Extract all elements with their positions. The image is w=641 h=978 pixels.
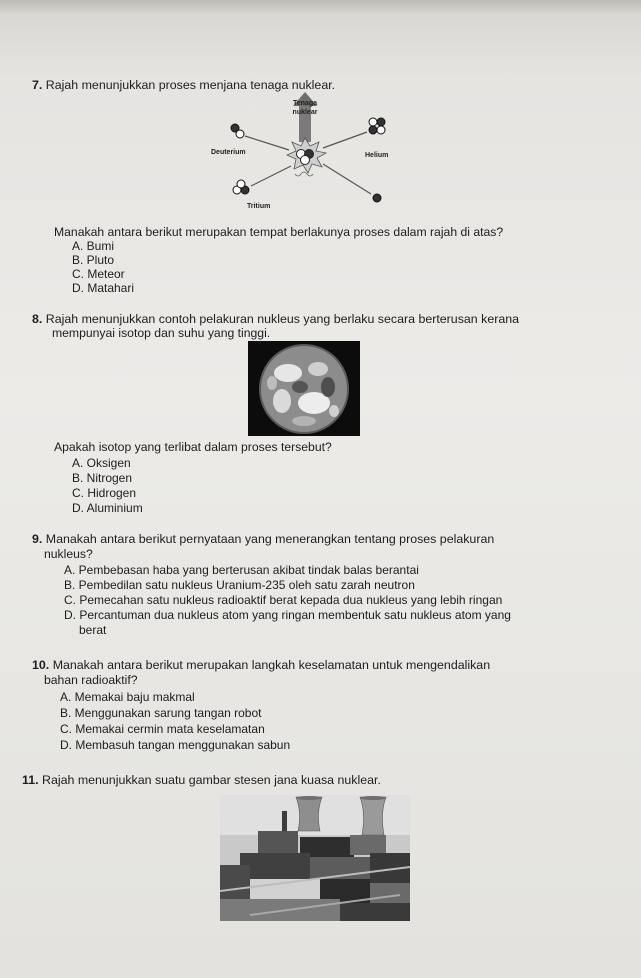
q10-stem-line2: bahan radioaktif? (44, 673, 138, 687)
q8-stem-line1: Rajah menunjukkan contoh pelakuran nukleus yang berlaku secara berterusan kerana (45, 312, 520, 326)
deuterium-nucleus (231, 124, 244, 138)
q9-number: 9. (32, 532, 43, 546)
q7-option-b[interactable]: B. Pluto (72, 253, 115, 267)
q7-number: 7. (32, 78, 43, 92)
tritium-nucleus (233, 180, 249, 194)
q10-number: 10. (32, 658, 50, 672)
q9-option-b[interactable]: B. Pembedilan satu nukleus Uranium-235 oleh satu zarah neutron (64, 578, 415, 592)
q8-number: 8. (32, 312, 43, 326)
energy-label-2: nuklear (292, 109, 318, 116)
q10-stem-line1: Manakah antara berikut merupakan langkah keselamatan untuk mengendalikan (52, 658, 491, 672)
q8-option-c[interactable]: C. Hidrogen (72, 486, 137, 500)
deuterium-arrow (245, 136, 289, 150)
q10-stem (32, 658, 632, 673)
q9-stem-line2: nukleus? (44, 547, 93, 561)
tritium-arrow (251, 166, 291, 186)
nuclear-power-station-image (220, 795, 410, 921)
q11-number: 11. (22, 773, 39, 787)
helium-nucleus (369, 118, 385, 134)
q8-stem (32, 312, 632, 327)
q10-option-d[interactable]: D. Membasuh tangan menggunakan sabun (60, 738, 291, 752)
q8-option-a[interactable]: A. Oksigen (72, 456, 131, 470)
q9-stem-line1: Manakah antara berikut pernyataan yang menerangkan tentang proses pelakuran (45, 532, 495, 546)
q9-option-c[interactable]: C. Pemecahan satu nukleus radioaktif berat kepada dua nukleus yang lebih ringan (64, 593, 503, 607)
q10-option-b[interactable]: B. Menggunakan sarung tangan robot (60, 706, 262, 720)
q7-option-d[interactable]: D. Matahari (72, 281, 135, 295)
q10-option-a[interactable]: A. Memakai baju makmal (60, 690, 195, 704)
q9-option-d[interactable]: D. Percantuman dua nukleus atom yang ringan membentuk satu nukleus atom yang (64, 608, 511, 622)
q9-stem (32, 532, 632, 547)
fusion-diagram (195, 90, 415, 215)
q7-question: Manakah antara berikut merupakan tempat berlakunya proses dalam rajah di atas? (54, 225, 504, 239)
q9-option-d-cont: berat (79, 623, 107, 637)
fusion-burst (287, 138, 326, 173)
tritium-label: Tritium (247, 203, 271, 210)
paper-top-edge (0, 0, 641, 16)
q8-option-b[interactable]: B. Nitrogen (72, 471, 133, 485)
q7-option-a[interactable]: A. Bumi (72, 239, 115, 253)
q9-option-a[interactable]: A. Pembebasan haba yang berterusan akibat tindak balas berantai (64, 563, 419, 577)
q7-stem-text: Rajah menunjukkan proses menjana tenaga nuklear. (45, 78, 336, 92)
q8-stem-line2: mempunyai isotop dan suhu yang tinggi. (52, 326, 271, 340)
helium-arrow (323, 132, 367, 148)
sun-image (248, 341, 360, 436)
helium-label: Helium (365, 152, 389, 159)
q10-option-c[interactable]: C. Memakai cermin mata keselamatan (60, 722, 265, 736)
radiation-wave (295, 172, 313, 176)
energy-label-1: Tenaga (293, 100, 317, 107)
q8-question: Apakah isotop yang terlibat dalam proses tersebut? (54, 440, 332, 454)
q11-stem (22, 773, 622, 788)
deuterium-label: Deuterium (211, 149, 246, 156)
q8-option-d[interactable]: D. Aluminium (72, 501, 143, 515)
q7-option-c[interactable]: C. Meteor (72, 267, 125, 281)
q11-stem-text: Rajah menunjukkan suatu gambar stesen jana kuasa nuklear. (42, 773, 381, 787)
neutron-particle (373, 194, 381, 202)
neutron-arrow (323, 164, 371, 194)
